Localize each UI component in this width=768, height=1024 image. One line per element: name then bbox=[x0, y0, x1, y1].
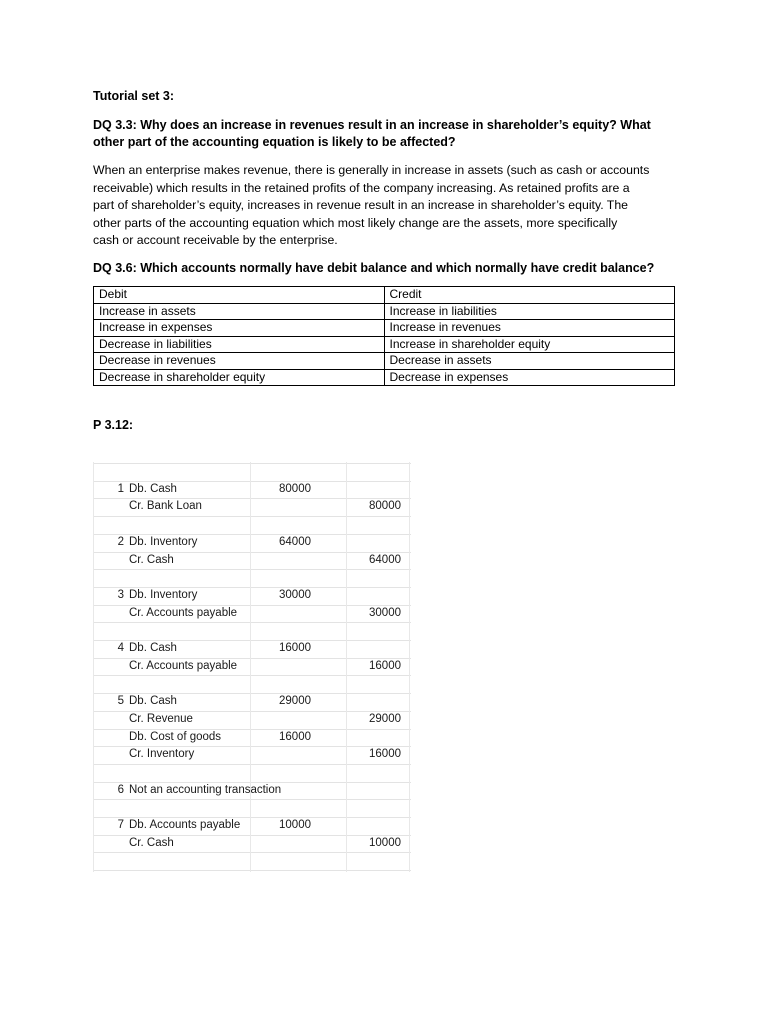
entry-number: 6 bbox=[117, 783, 124, 796]
dq33-question-line: DQ 3.3: Why does an increase in revenues result in an increase in shareholder’s equity? What bbox=[93, 118, 651, 132]
grid-line bbox=[93, 835, 411, 836]
entry-account: Db. Inventory bbox=[129, 535, 198, 548]
entry-debit: 10000 bbox=[279, 819, 311, 831]
entry-account: Cr. Cash bbox=[129, 836, 174, 849]
grid-line bbox=[93, 746, 411, 747]
entry-account: Db. Accounts payable bbox=[129, 819, 241, 831]
grid-line bbox=[93, 481, 411, 482]
entry-account: Cr. Cash bbox=[129, 553, 174, 566]
table-row bbox=[94, 320, 675, 337]
debit-cell: Increase in assets bbox=[94, 303, 385, 320]
entry-account: Db. Cash bbox=[129, 482, 177, 495]
grid-line bbox=[93, 711, 411, 712]
entry-account: Cr. Accounts payable bbox=[129, 659, 238, 672]
entry-account: Not an accounting transaction bbox=[129, 783, 282, 796]
credit-header: Credit bbox=[384, 287, 675, 304]
grid-line bbox=[93, 462, 94, 872]
answer-line: When an enterprise makes revenue, there is generally in increase in assets (such as cash or accounts bbox=[93, 163, 650, 177]
entry-credit: 16000 bbox=[369, 659, 401, 672]
dq33-question bbox=[93, 117, 683, 151]
answer-line: receivable) which results in the retained profits of the company increasing. As retained profits are a bbox=[93, 180, 630, 195]
grid-line bbox=[93, 605, 411, 606]
journal-spreadsheet bbox=[93, 462, 411, 872]
entry-number: 3 bbox=[117, 588, 124, 601]
grid-line bbox=[93, 622, 411, 623]
grid-line bbox=[93, 693, 411, 694]
dq36-question: DQ 3.6: Which accounts normally have debit balance and which normally have credit balance? bbox=[93, 261, 655, 275]
grid-line bbox=[93, 729, 411, 730]
entry-debit: 80000 bbox=[279, 482, 311, 495]
entry-account: Cr. Revenue bbox=[129, 712, 193, 725]
grid-line bbox=[93, 640, 411, 641]
dq33-answer bbox=[93, 162, 677, 250]
entry-debit: 16000 bbox=[279, 642, 311, 654]
entry-debit: 29000 bbox=[279, 695, 311, 708]
entry-account: Db. Cost of goods bbox=[129, 730, 222, 743]
credit-cell: Increase in liabilities bbox=[384, 303, 675, 320]
entry-number: 2 bbox=[117, 535, 124, 548]
entry-account: Cr. Accounts payable bbox=[129, 606, 238, 619]
grid-line bbox=[93, 852, 411, 853]
grid-line bbox=[93, 782, 411, 783]
table-row bbox=[94, 336, 675, 353]
entry-number: 7 bbox=[117, 819, 124, 831]
grid-line bbox=[93, 817, 411, 818]
debit-cell: Increase in expenses bbox=[94, 320, 385, 337]
answer-line: other parts of the accounting equation which most likely change are the assets, more specifically bbox=[93, 215, 618, 230]
p312-label: P 3.12: bbox=[93, 418, 134, 432]
grid-line bbox=[409, 462, 410, 872]
grid-line bbox=[93, 534, 411, 535]
credit-cell: Decrease in assets bbox=[384, 353, 675, 370]
grid-line bbox=[93, 498, 411, 499]
entry-credit: 29000 bbox=[369, 712, 401, 725]
grid-line bbox=[93, 587, 411, 588]
credit-cell: Increase in shareholder equity bbox=[384, 336, 675, 353]
debit-cell: Decrease in revenues bbox=[94, 353, 385, 370]
grid-line bbox=[93, 569, 411, 570]
table-row bbox=[94, 353, 675, 370]
grid-line bbox=[346, 462, 347, 872]
entry-debit: 30000 bbox=[279, 588, 311, 601]
entry-account: Db. Cash bbox=[129, 695, 177, 708]
grid-line bbox=[93, 463, 411, 464]
entry-credit: 16000 bbox=[369, 748, 401, 761]
debit-credit-table bbox=[93, 286, 675, 386]
answer-line: cash or account receivable by the enterprise. bbox=[93, 233, 338, 248]
grid-line bbox=[93, 870, 411, 871]
grid-line bbox=[93, 658, 411, 659]
entry-credit: 64000 bbox=[369, 553, 401, 566]
credit-cell: Increase in revenues bbox=[384, 320, 675, 337]
table-row bbox=[94, 303, 675, 320]
entry-account: Cr. Inventory bbox=[129, 748, 195, 761]
page-title: Tutorial set 3: bbox=[93, 89, 175, 103]
entry-account: Db. Inventory bbox=[129, 588, 198, 601]
grid-line bbox=[93, 799, 411, 800]
debit-header: Debit bbox=[94, 287, 385, 304]
grid-line bbox=[93, 764, 411, 765]
entry-account: Db. Cash bbox=[129, 642, 177, 654]
grid-line bbox=[93, 675, 411, 676]
entry-credit: 30000 bbox=[369, 606, 401, 619]
entry-number: 5 bbox=[117, 695, 124, 708]
entry-credit: 80000 bbox=[369, 500, 401, 513]
grid-line bbox=[93, 516, 411, 517]
dq33-question-line: other part of the accounting equation is likely to be affected? bbox=[93, 135, 456, 149]
entry-credit: 10000 bbox=[369, 836, 401, 849]
grid-line bbox=[93, 552, 411, 553]
entry-debit: 64000 bbox=[279, 535, 311, 548]
entry-number: 4 bbox=[117, 642, 124, 654]
credit-cell: Decrease in expenses bbox=[384, 369, 675, 386]
debit-cell: Decrease in liabilities bbox=[94, 336, 385, 353]
entry-number: 1 bbox=[117, 482, 124, 495]
table-row bbox=[94, 369, 675, 386]
debit-cell: Decrease in shareholder equity bbox=[94, 369, 385, 386]
table-header-row bbox=[94, 287, 675, 304]
entry-account: Cr. Bank Loan bbox=[129, 500, 202, 513]
answer-line: part of shareholder’s equity, increases in revenue result in an increase in shareholder’s equity. The bbox=[93, 198, 628, 213]
entry-debit: 16000 bbox=[279, 730, 311, 743]
